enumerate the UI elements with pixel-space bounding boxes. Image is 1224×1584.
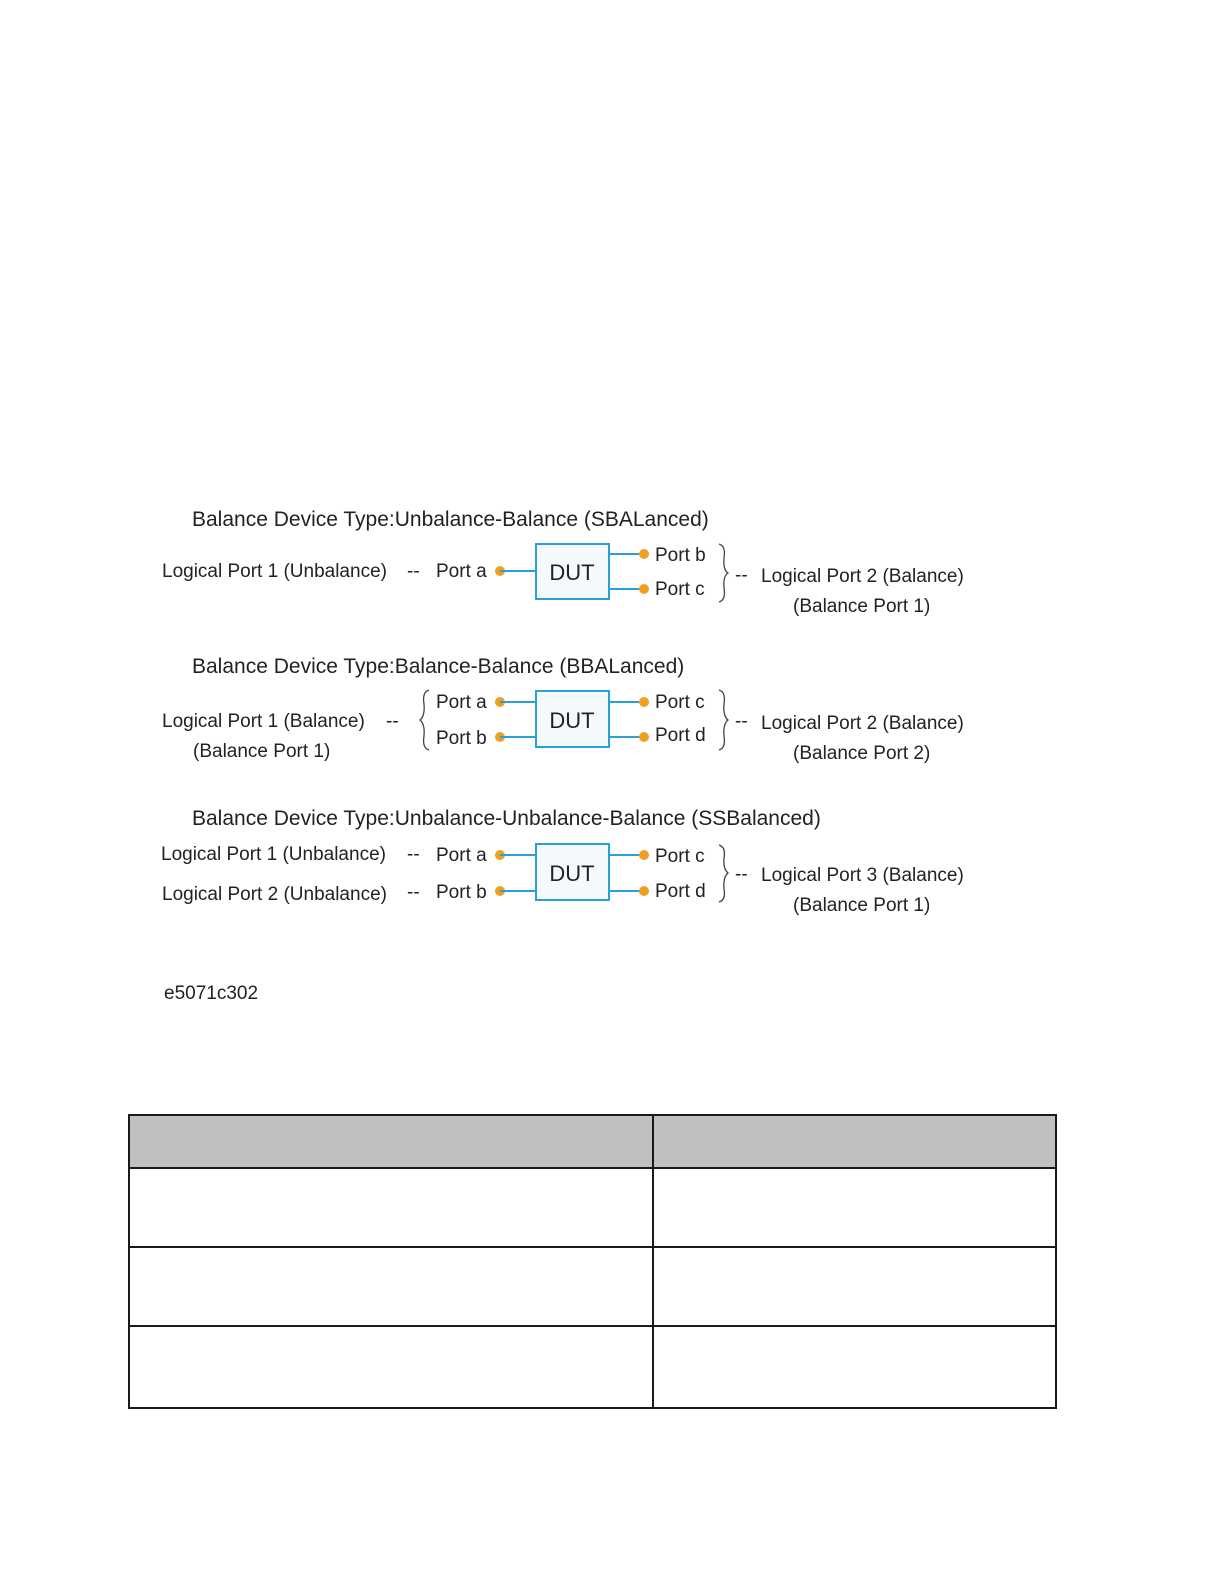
port-label: Port c: [655, 846, 705, 867]
table-row: [129, 1326, 1056, 1408]
empty-table: [128, 1114, 1057, 1409]
dash-connector: --: [735, 864, 748, 885]
right-brace: [719, 544, 728, 602]
diagram-ssbalanced: [161, 807, 964, 916]
diagram-bbalanced: [162, 655, 964, 764]
table-row: [129, 1168, 1056, 1247]
table-cell: [653, 1326, 1056, 1408]
table-header-cell: [653, 1115, 1056, 1168]
port-dot: [639, 549, 649, 559]
right-brace: [719, 845, 728, 902]
dut-label: DUT: [549, 861, 595, 886]
port-dot: [639, 886, 649, 896]
port-dot: [639, 732, 649, 742]
logical-port-label: Logical Port 1 (Balance): [162, 711, 365, 732]
figure-id: e5071c302: [164, 983, 259, 1004]
port-label: Port a: [436, 845, 487, 866]
port-label: Port a: [436, 692, 487, 713]
dut-label: DUT: [549, 708, 595, 733]
dash-connector: --: [735, 711, 748, 732]
balance-port-label: (Balance Port 1): [793, 596, 931, 617]
dash-connector: --: [735, 565, 748, 586]
port-label: Port c: [655, 579, 705, 600]
diagram-title: Balance Device Type:Unbalance-Balance (SBALanced): [192, 508, 709, 531]
dut-label: DUT: [549, 560, 595, 585]
port-label: Port d: [655, 881, 706, 902]
logical-port-label: Logical Port 1 (Unbalance): [161, 844, 386, 865]
port-label: Port b: [655, 545, 706, 566]
left-brace: [420, 690, 429, 750]
balance-port-label: (Balance Port 1): [193, 741, 331, 762]
dash-connector: --: [407, 844, 420, 865]
table-cell: [129, 1326, 653, 1408]
port-dot: [639, 697, 649, 707]
logical-port-label: Logical Port 3 (Balance): [761, 865, 964, 886]
table-cell: [653, 1168, 1056, 1247]
table-header-row: [129, 1115, 1056, 1168]
port-label: Port a: [436, 561, 487, 582]
dash-connector: --: [407, 882, 420, 903]
port-dot: [639, 584, 649, 594]
table-cell: [129, 1168, 653, 1247]
balance-port-label: (Balance Port 2): [793, 743, 931, 764]
logical-port-label: Logical Port 1 (Unbalance): [162, 561, 387, 582]
diagram-title: Balance Device Type:Balance-Balance (BBALanced): [192, 655, 685, 678]
table-cell: [129, 1247, 653, 1326]
logical-port-label: Logical Port 2 (Balance): [761, 566, 964, 587]
dash-connector: --: [407, 561, 420, 582]
logical-port-label: Logical Port 2 (Balance): [761, 713, 964, 734]
diagram-sbalanced: [162, 508, 964, 617]
diagram-title: Balance Device Type:Unbalance-Unbalance-Balance (SSBalanced): [192, 807, 821, 830]
port-label: Port d: [655, 725, 706, 746]
port-label: Port b: [436, 882, 487, 903]
table-header-cell: [129, 1115, 653, 1168]
dash-connector: --: [386, 711, 399, 732]
balance-port-label: (Balance Port 1): [793, 895, 931, 916]
table-row: [129, 1247, 1056, 1326]
port-dot: [639, 850, 649, 860]
port-label: Port b: [436, 728, 487, 749]
logical-port-label: Logical Port 2 (Unbalance): [162, 884, 387, 905]
table-cell: [653, 1247, 1056, 1326]
right-brace: [719, 690, 728, 750]
port-label: Port c: [655, 692, 705, 713]
